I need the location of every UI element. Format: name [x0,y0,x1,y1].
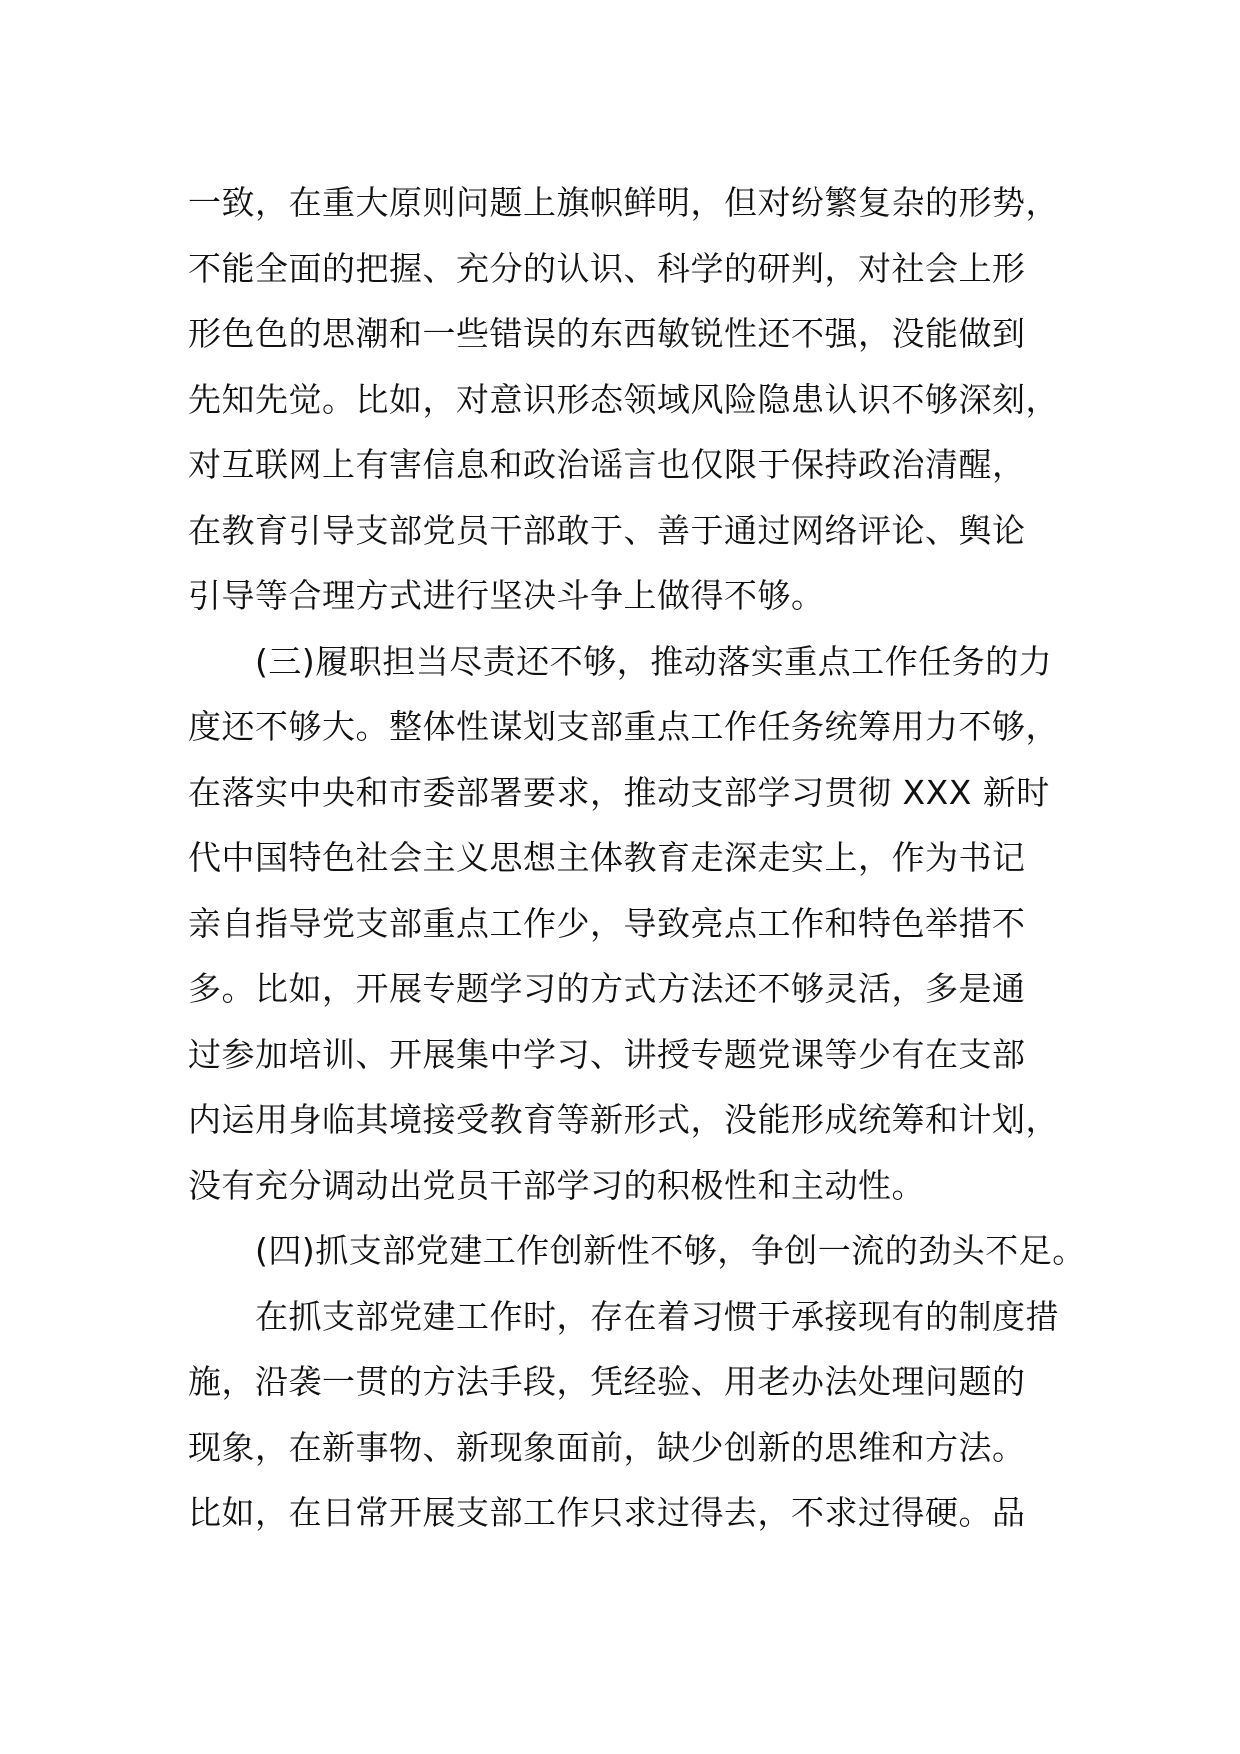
section-heading-3: (三)履职担当尽责还不够，推动落实重点工作任务的力 [188,641,1053,681]
text-line-16: 没有充分调动出党员干部学习的积极性和主动性。 [188,1165,925,1205]
text-line-10: 在落实中央和市委部署要求，推动支部学习贯彻 XXX 新时 [188,772,1050,812]
text-line-15: 内运用身临其境接受教育等新形式，没能形成统筹和计划， [188,1100,1059,1139]
text-line-18: 在抓支部党建工作时，存在着习惯于承接现有的制度措 [188,1296,1059,1336]
text-line-14: 过参加培训、开展集中学习、讲授专题党课等少有在支部 [188,1034,1026,1074]
text-line-4: 先知先觉。比如，对意识形态领域风险隐患认识不够深刻， [188,379,1059,419]
text-line-21: 比如，在日常开展支部工作只求过得去，不求过得硬。品 [188,1493,1026,1532]
text-line-6: 在教育引导支部党员干部敢于、善于通过网络评论、舆论 [188,510,1026,550]
text-line-20: 现象，在新事物、新现象面前，缺少创新的思维和方法。 [188,1427,1026,1467]
text-line-3: 形色色的思潮和一些错误的东西敏锐性还不强，没能做到 [188,314,1026,353]
text-line-7: 引导等合理方式进行坚决斗争上做得不够。 [188,576,825,615]
section-heading-4: (四)抓支部党建工作创新性不够，争创一流的劲头不足。 [188,1231,1086,1270]
text-line-11: 代中国特色社会主义思想主体教育走深走实上，作为书记 [188,838,1026,877]
text-line-2: 不能全面的把握、充分的认识、科学的研判，对社会上形 [188,248,1026,288]
text-line-13: 多。比如，开展专题学习的方式方法还不够灵活，多是通 [188,969,1026,1008]
text-line-12: 亲自指导党支部重点工作少，导致亮点工作和特色举措不 [188,903,1026,943]
text-line-1: 一致，在重大原则问题上旗帜鲜明，但对纷繁复杂的形势， [188,183,1059,222]
text-line-5: 对互联网上有害信息和政治谣言也仅限于保持政治清醒， [188,445,1026,484]
body-text [188,170,1086,1546]
text-line-9: 度还不够大。整体性谋划支部重点工作任务统筹用力不够， [188,707,1059,746]
text-line-19: 施，沿袭一贯的方法手段，凭经验、用老办法处理问题的 [188,1362,1026,1401]
